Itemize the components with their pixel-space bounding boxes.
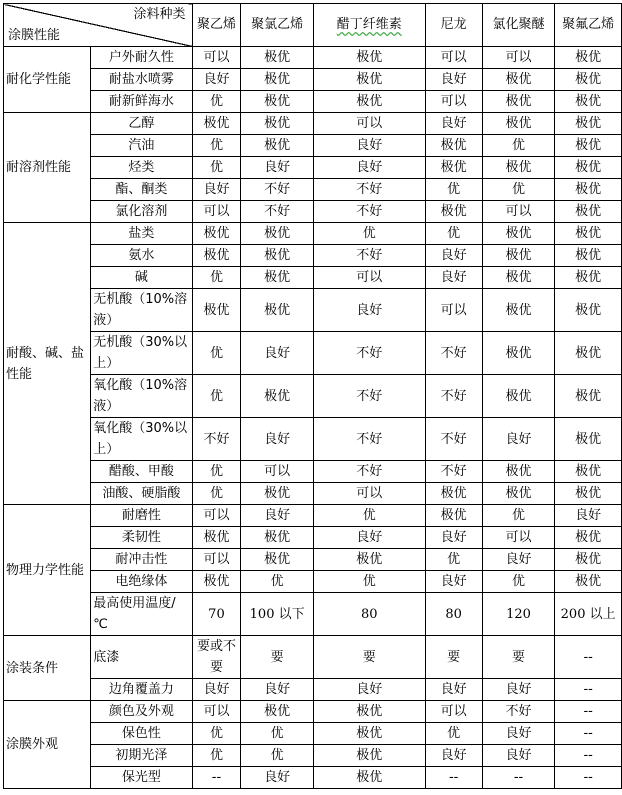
rating-cell: 良好 bbox=[425, 745, 482, 767]
header-film-property: 涂膜性能 bbox=[8, 28, 61, 43]
table-row bbox=[4, 113, 622, 135]
rating-cell: 优 bbox=[425, 723, 482, 745]
rating-cell: 极优 bbox=[241, 549, 314, 571]
rating-cell: 200 以上 bbox=[555, 593, 622, 636]
table-row bbox=[4, 91, 622, 113]
rating-cell: 极优 bbox=[482, 375, 555, 418]
property-label: 初期光泽 bbox=[91, 745, 192, 767]
rating-cell: 优 bbox=[241, 745, 314, 767]
rating-cell: 不好 bbox=[241, 179, 314, 201]
rating-cell: 极优 bbox=[425, 135, 482, 157]
rating-cell: 极优 bbox=[425, 505, 482, 527]
rating-cell: 良好 bbox=[313, 135, 425, 157]
rating-cell: 可以 bbox=[482, 47, 555, 69]
rating-cell: 极优 bbox=[555, 461, 622, 483]
rating-cell: 可以 bbox=[425, 289, 482, 332]
rating-cell: 不好 bbox=[313, 201, 425, 223]
rating-cell: 极优 bbox=[425, 157, 482, 179]
rating-cell: -- bbox=[425, 767, 482, 789]
rating-cell: 要 bbox=[425, 636, 482, 679]
rating-cell: 良好 bbox=[241, 767, 314, 789]
property-label: 酯、酮类 bbox=[91, 179, 192, 201]
table-row bbox=[4, 745, 622, 767]
rating-cell: 优 bbox=[241, 723, 314, 745]
group-label: 耐化学性能 bbox=[4, 47, 91, 113]
rating-cell: 极优 bbox=[555, 179, 622, 201]
rating-cell: 极优 bbox=[241, 289, 314, 332]
rating-cell: 极优 bbox=[241, 483, 314, 505]
rating-cell: -- bbox=[192, 767, 241, 789]
coating-header: 氯化聚醚 bbox=[482, 4, 555, 47]
property-label: 氨水 bbox=[91, 245, 192, 267]
rating-cell: 极优 bbox=[482, 245, 555, 267]
rating-cell: 极优 bbox=[482, 483, 555, 505]
table-row bbox=[4, 527, 622, 549]
rating-cell: 良好 bbox=[241, 332, 314, 375]
rating-cell: 良好 bbox=[313, 527, 425, 549]
coating-header: 聚氯乙烯 bbox=[241, 4, 314, 47]
coating-header: 聚氟乙烯 bbox=[555, 4, 622, 47]
rating-cell: 可以 bbox=[192, 701, 241, 723]
rating-cell: 良好 bbox=[482, 745, 555, 767]
table-row bbox=[4, 69, 622, 91]
rating-cell: 可以 bbox=[192, 549, 241, 571]
rating-cell: 不好 bbox=[313, 332, 425, 375]
rating-cell: 极优 bbox=[192, 289, 241, 332]
property-label: 无机酸（10%溶液） bbox=[91, 289, 192, 332]
table-row bbox=[4, 701, 622, 723]
rating-cell: 优 bbox=[425, 179, 482, 201]
rating-cell: 优 bbox=[482, 135, 555, 157]
rating-cell: 极优 bbox=[313, 723, 425, 745]
rating-cell: 极优 bbox=[555, 69, 622, 91]
header-row bbox=[4, 4, 622, 47]
rating-cell: 不好 bbox=[482, 701, 555, 723]
rating-cell: 不好 bbox=[313, 418, 425, 461]
property-label: 耐磨性 bbox=[91, 505, 192, 527]
rating-cell: 极优 bbox=[313, 745, 425, 767]
table-row bbox=[4, 332, 622, 375]
rating-cell: 极优 bbox=[241, 223, 314, 245]
coating-header: 尼龙 bbox=[425, 4, 482, 47]
rating-cell: 极优 bbox=[241, 267, 314, 289]
rating-cell: 优 bbox=[313, 505, 425, 527]
property-label: 无机酸（30%以上） bbox=[91, 332, 192, 375]
rating-cell: 极优 bbox=[192, 223, 241, 245]
rating-cell: 可以 bbox=[425, 91, 482, 113]
rating-cell: 极优 bbox=[482, 332, 555, 375]
rating-cell: 可以 bbox=[192, 47, 241, 69]
rating-cell: 极优 bbox=[555, 549, 622, 571]
rating-cell: 极优 bbox=[482, 157, 555, 179]
property-label: 醋酸、甲酸 bbox=[91, 461, 192, 483]
rating-cell: 极优 bbox=[241, 527, 314, 549]
rating-cell: 可以 bbox=[241, 461, 314, 483]
rating-cell: 极优 bbox=[555, 483, 622, 505]
property-label: 耐盐水喷雾 bbox=[91, 69, 192, 91]
rating-cell: 不好 bbox=[313, 245, 425, 267]
rating-cell: 极优 bbox=[482, 289, 555, 332]
rating-cell: 极优 bbox=[241, 91, 314, 113]
rating-cell: 极优 bbox=[555, 201, 622, 223]
rating-cell: 极优 bbox=[482, 267, 555, 289]
table-row bbox=[4, 135, 622, 157]
rating-cell: 极优 bbox=[241, 135, 314, 157]
rating-cell: 可以 bbox=[313, 483, 425, 505]
rating-cell: 不好 bbox=[425, 332, 482, 375]
property-label: 烃类 bbox=[91, 157, 192, 179]
rating-cell: 不好 bbox=[425, 418, 482, 461]
rating-cell: 极优 bbox=[482, 91, 555, 113]
rating-cell: 要 bbox=[241, 636, 314, 679]
rating-cell: 可以 bbox=[425, 47, 482, 69]
property-label: 边角覆盖力 bbox=[91, 679, 192, 701]
rating-cell: 优 bbox=[241, 571, 314, 593]
table-row bbox=[4, 461, 622, 483]
group-label: 耐酸、碱、盐性能 bbox=[4, 223, 91, 505]
rating-cell: -- bbox=[555, 679, 622, 701]
rating-cell: 极优 bbox=[241, 701, 314, 723]
rating-cell: 可以 bbox=[482, 201, 555, 223]
property-label: 电绝缘体 bbox=[91, 571, 192, 593]
rating-cell: 良好 bbox=[482, 723, 555, 745]
rating-cell: 优 bbox=[192, 91, 241, 113]
table-row bbox=[4, 375, 622, 418]
rating-cell: 可以 bbox=[192, 505, 241, 527]
rating-cell: 不好 bbox=[313, 461, 425, 483]
rating-cell: 良好 bbox=[241, 679, 314, 701]
rating-cell: 要 bbox=[482, 636, 555, 679]
rating-cell: 120 bbox=[482, 593, 555, 636]
rating-cell: 极优 bbox=[555, 223, 622, 245]
rating-cell: 优 bbox=[192, 332, 241, 375]
table-row bbox=[4, 483, 622, 505]
group-label: 涂膜外观 bbox=[4, 701, 91, 789]
rating-cell: 优 bbox=[313, 571, 425, 593]
property-label: 氯化溶剂 bbox=[91, 201, 192, 223]
rating-cell: 优 bbox=[192, 267, 241, 289]
rating-cell: 优 bbox=[192, 745, 241, 767]
group-label: 耐溶剂性能 bbox=[4, 113, 91, 223]
rating-cell: 不好 bbox=[425, 375, 482, 418]
rating-cell: 良好 bbox=[241, 505, 314, 527]
rating-cell: 极优 bbox=[241, 375, 314, 418]
rating-cell: 70 bbox=[192, 593, 241, 636]
diagonal-header-cell bbox=[4, 4, 193, 47]
rating-cell: 极优 bbox=[313, 549, 425, 571]
header-coating-type: 涂料种类 bbox=[133, 7, 186, 22]
rating-cell: 良好 bbox=[482, 549, 555, 571]
rating-cell: 良好 bbox=[425, 571, 482, 593]
coating-header: 聚乙烯 bbox=[192, 4, 241, 47]
rating-cell: -- bbox=[555, 701, 622, 723]
table-row bbox=[4, 223, 622, 245]
rating-cell: 极优 bbox=[555, 245, 622, 267]
table-row bbox=[4, 723, 622, 745]
rating-cell: 优 bbox=[482, 179, 555, 201]
rating-cell: 良好 bbox=[425, 113, 482, 135]
table-row bbox=[4, 418, 622, 461]
property-label: 底漆 bbox=[91, 636, 192, 679]
table-row bbox=[4, 505, 622, 527]
table-row bbox=[4, 179, 622, 201]
rating-cell: 良好 bbox=[313, 289, 425, 332]
rating-cell: 极优 bbox=[192, 527, 241, 549]
rating-cell: 极优 bbox=[555, 135, 622, 157]
rating-cell: 优 bbox=[425, 549, 482, 571]
coating-header-text: 醋丁纤维素 bbox=[336, 17, 402, 32]
rating-cell: 极优 bbox=[555, 91, 622, 113]
rating-cell: 良好 bbox=[313, 679, 425, 701]
rating-cell: 优 bbox=[192, 461, 241, 483]
rating-cell: 良好 bbox=[482, 679, 555, 701]
rating-cell: 极优 bbox=[555, 289, 622, 332]
rating-cell: 80 bbox=[313, 593, 425, 636]
rating-cell: 良好 bbox=[425, 267, 482, 289]
rating-cell: 良好 bbox=[425, 69, 482, 91]
rating-cell: 良好 bbox=[425, 527, 482, 549]
rating-cell: 极优 bbox=[241, 245, 314, 267]
rating-cell: 良好 bbox=[313, 157, 425, 179]
table-row bbox=[4, 636, 622, 679]
rating-cell: 极优 bbox=[555, 375, 622, 418]
property-label: 保光型 bbox=[91, 767, 192, 789]
rating-cell: 优 bbox=[313, 223, 425, 245]
rating-cell: 优 bbox=[482, 505, 555, 527]
rating-cell: 要或不要 bbox=[192, 636, 241, 679]
rating-cell: 优 bbox=[192, 483, 241, 505]
table-row bbox=[4, 767, 622, 789]
rating-cell: 极优 bbox=[555, 267, 622, 289]
property-label: 柔韧性 bbox=[91, 527, 192, 549]
rating-cell: 良好 bbox=[192, 679, 241, 701]
rating-cell: 优 bbox=[482, 571, 555, 593]
rating-cell: 极优 bbox=[241, 113, 314, 135]
rating-cell: 不好 bbox=[425, 461, 482, 483]
rating-cell: -- bbox=[555, 745, 622, 767]
rating-cell: 良好 bbox=[555, 505, 622, 527]
table-row bbox=[4, 289, 622, 332]
rating-cell: 良好 bbox=[192, 179, 241, 201]
group-label: 涂装条件 bbox=[4, 636, 91, 701]
rating-cell: 极优 bbox=[555, 332, 622, 375]
rating-cell: 极优 bbox=[192, 571, 241, 593]
rating-cell: 良好 bbox=[425, 679, 482, 701]
coating-header bbox=[313, 4, 425, 47]
rating-cell: 极优 bbox=[425, 483, 482, 505]
rating-cell: 不好 bbox=[241, 201, 314, 223]
rating-cell: 不好 bbox=[313, 179, 425, 201]
table-row bbox=[4, 679, 622, 701]
table-row bbox=[4, 201, 622, 223]
rating-cell: 100 以下 bbox=[241, 593, 314, 636]
property-label: 氧化酸（30%以上） bbox=[91, 418, 192, 461]
table-row bbox=[4, 245, 622, 267]
rating-cell: 可以 bbox=[425, 701, 482, 723]
rating-cell: -- bbox=[555, 767, 622, 789]
rating-cell: 可以 bbox=[313, 113, 425, 135]
group-label: 物理力学性能 bbox=[4, 505, 91, 636]
rating-cell: 极优 bbox=[482, 223, 555, 245]
rating-cell: 极优 bbox=[482, 113, 555, 135]
table-row bbox=[4, 571, 622, 593]
rating-cell: 可以 bbox=[482, 527, 555, 549]
rating-cell: 极优 bbox=[482, 461, 555, 483]
rating-cell: -- bbox=[555, 723, 622, 745]
property-label: 耐冲击性 bbox=[91, 549, 192, 571]
rating-cell: 极优 bbox=[555, 418, 622, 461]
rating-cell: 优 bbox=[192, 723, 241, 745]
rating-cell: 极优 bbox=[313, 69, 425, 91]
rating-cell: 极优 bbox=[425, 201, 482, 223]
rating-cell: 极优 bbox=[313, 701, 425, 723]
rating-cell: 可以 bbox=[313, 267, 425, 289]
rating-cell: 不好 bbox=[313, 375, 425, 418]
rating-cell: 良好 bbox=[241, 157, 314, 179]
property-label: 颜色及外观 bbox=[91, 701, 192, 723]
rating-cell: 不好 bbox=[192, 418, 241, 461]
rating-cell: 极优 bbox=[482, 69, 555, 91]
table-row bbox=[4, 157, 622, 179]
rating-cell: 极优 bbox=[241, 47, 314, 69]
rating-cell: 极优 bbox=[555, 527, 622, 549]
rating-cell: 极优 bbox=[313, 91, 425, 113]
table-row bbox=[4, 549, 622, 571]
rating-cell: 极优 bbox=[313, 767, 425, 789]
rating-cell: -- bbox=[555, 636, 622, 679]
rating-cell: 极优 bbox=[555, 113, 622, 135]
table-row bbox=[4, 593, 622, 636]
property-label: 保色性 bbox=[91, 723, 192, 745]
property-label: 汽油 bbox=[91, 135, 192, 157]
rating-cell: 优 bbox=[192, 157, 241, 179]
rating-cell: 良好 bbox=[241, 418, 314, 461]
rating-cell: 良好 bbox=[482, 418, 555, 461]
rating-cell: 极优 bbox=[555, 571, 622, 593]
property-label: 碱 bbox=[91, 267, 192, 289]
rating-cell: 极优 bbox=[555, 157, 622, 179]
rating-cell: -- bbox=[482, 767, 555, 789]
property-label: 氧化酸（10%溶液） bbox=[91, 375, 192, 418]
rating-cell: 优 bbox=[192, 375, 241, 418]
rating-cell: 极优 bbox=[555, 47, 622, 69]
property-label: 盐类 bbox=[91, 223, 192, 245]
rating-cell: 极优 bbox=[313, 47, 425, 69]
table-body bbox=[4, 47, 622, 789]
table-row bbox=[4, 47, 622, 69]
rating-cell: 良好 bbox=[192, 69, 241, 91]
table-row bbox=[4, 267, 622, 289]
rating-cell: 优 bbox=[192, 135, 241, 157]
rating-cell: 优 bbox=[425, 223, 482, 245]
rating-cell: 极优 bbox=[192, 113, 241, 135]
rating-cell: 可以 bbox=[192, 201, 241, 223]
rating-cell: 良好 bbox=[425, 245, 482, 267]
rating-cell: 要 bbox=[313, 636, 425, 679]
rating-cell: 极优 bbox=[241, 69, 314, 91]
property-label: 户外耐久性 bbox=[91, 47, 192, 69]
property-label: 油酸、硬脂酸 bbox=[91, 483, 192, 505]
rating-cell: 极优 bbox=[192, 245, 241, 267]
rating-cell: 80 bbox=[425, 593, 482, 636]
property-label: 乙醇 bbox=[91, 113, 192, 135]
property-label: 最高使用温度/℃ bbox=[91, 593, 192, 636]
coating-properties-table bbox=[3, 3, 622, 789]
property-label: 耐新鲜海水 bbox=[91, 91, 192, 113]
